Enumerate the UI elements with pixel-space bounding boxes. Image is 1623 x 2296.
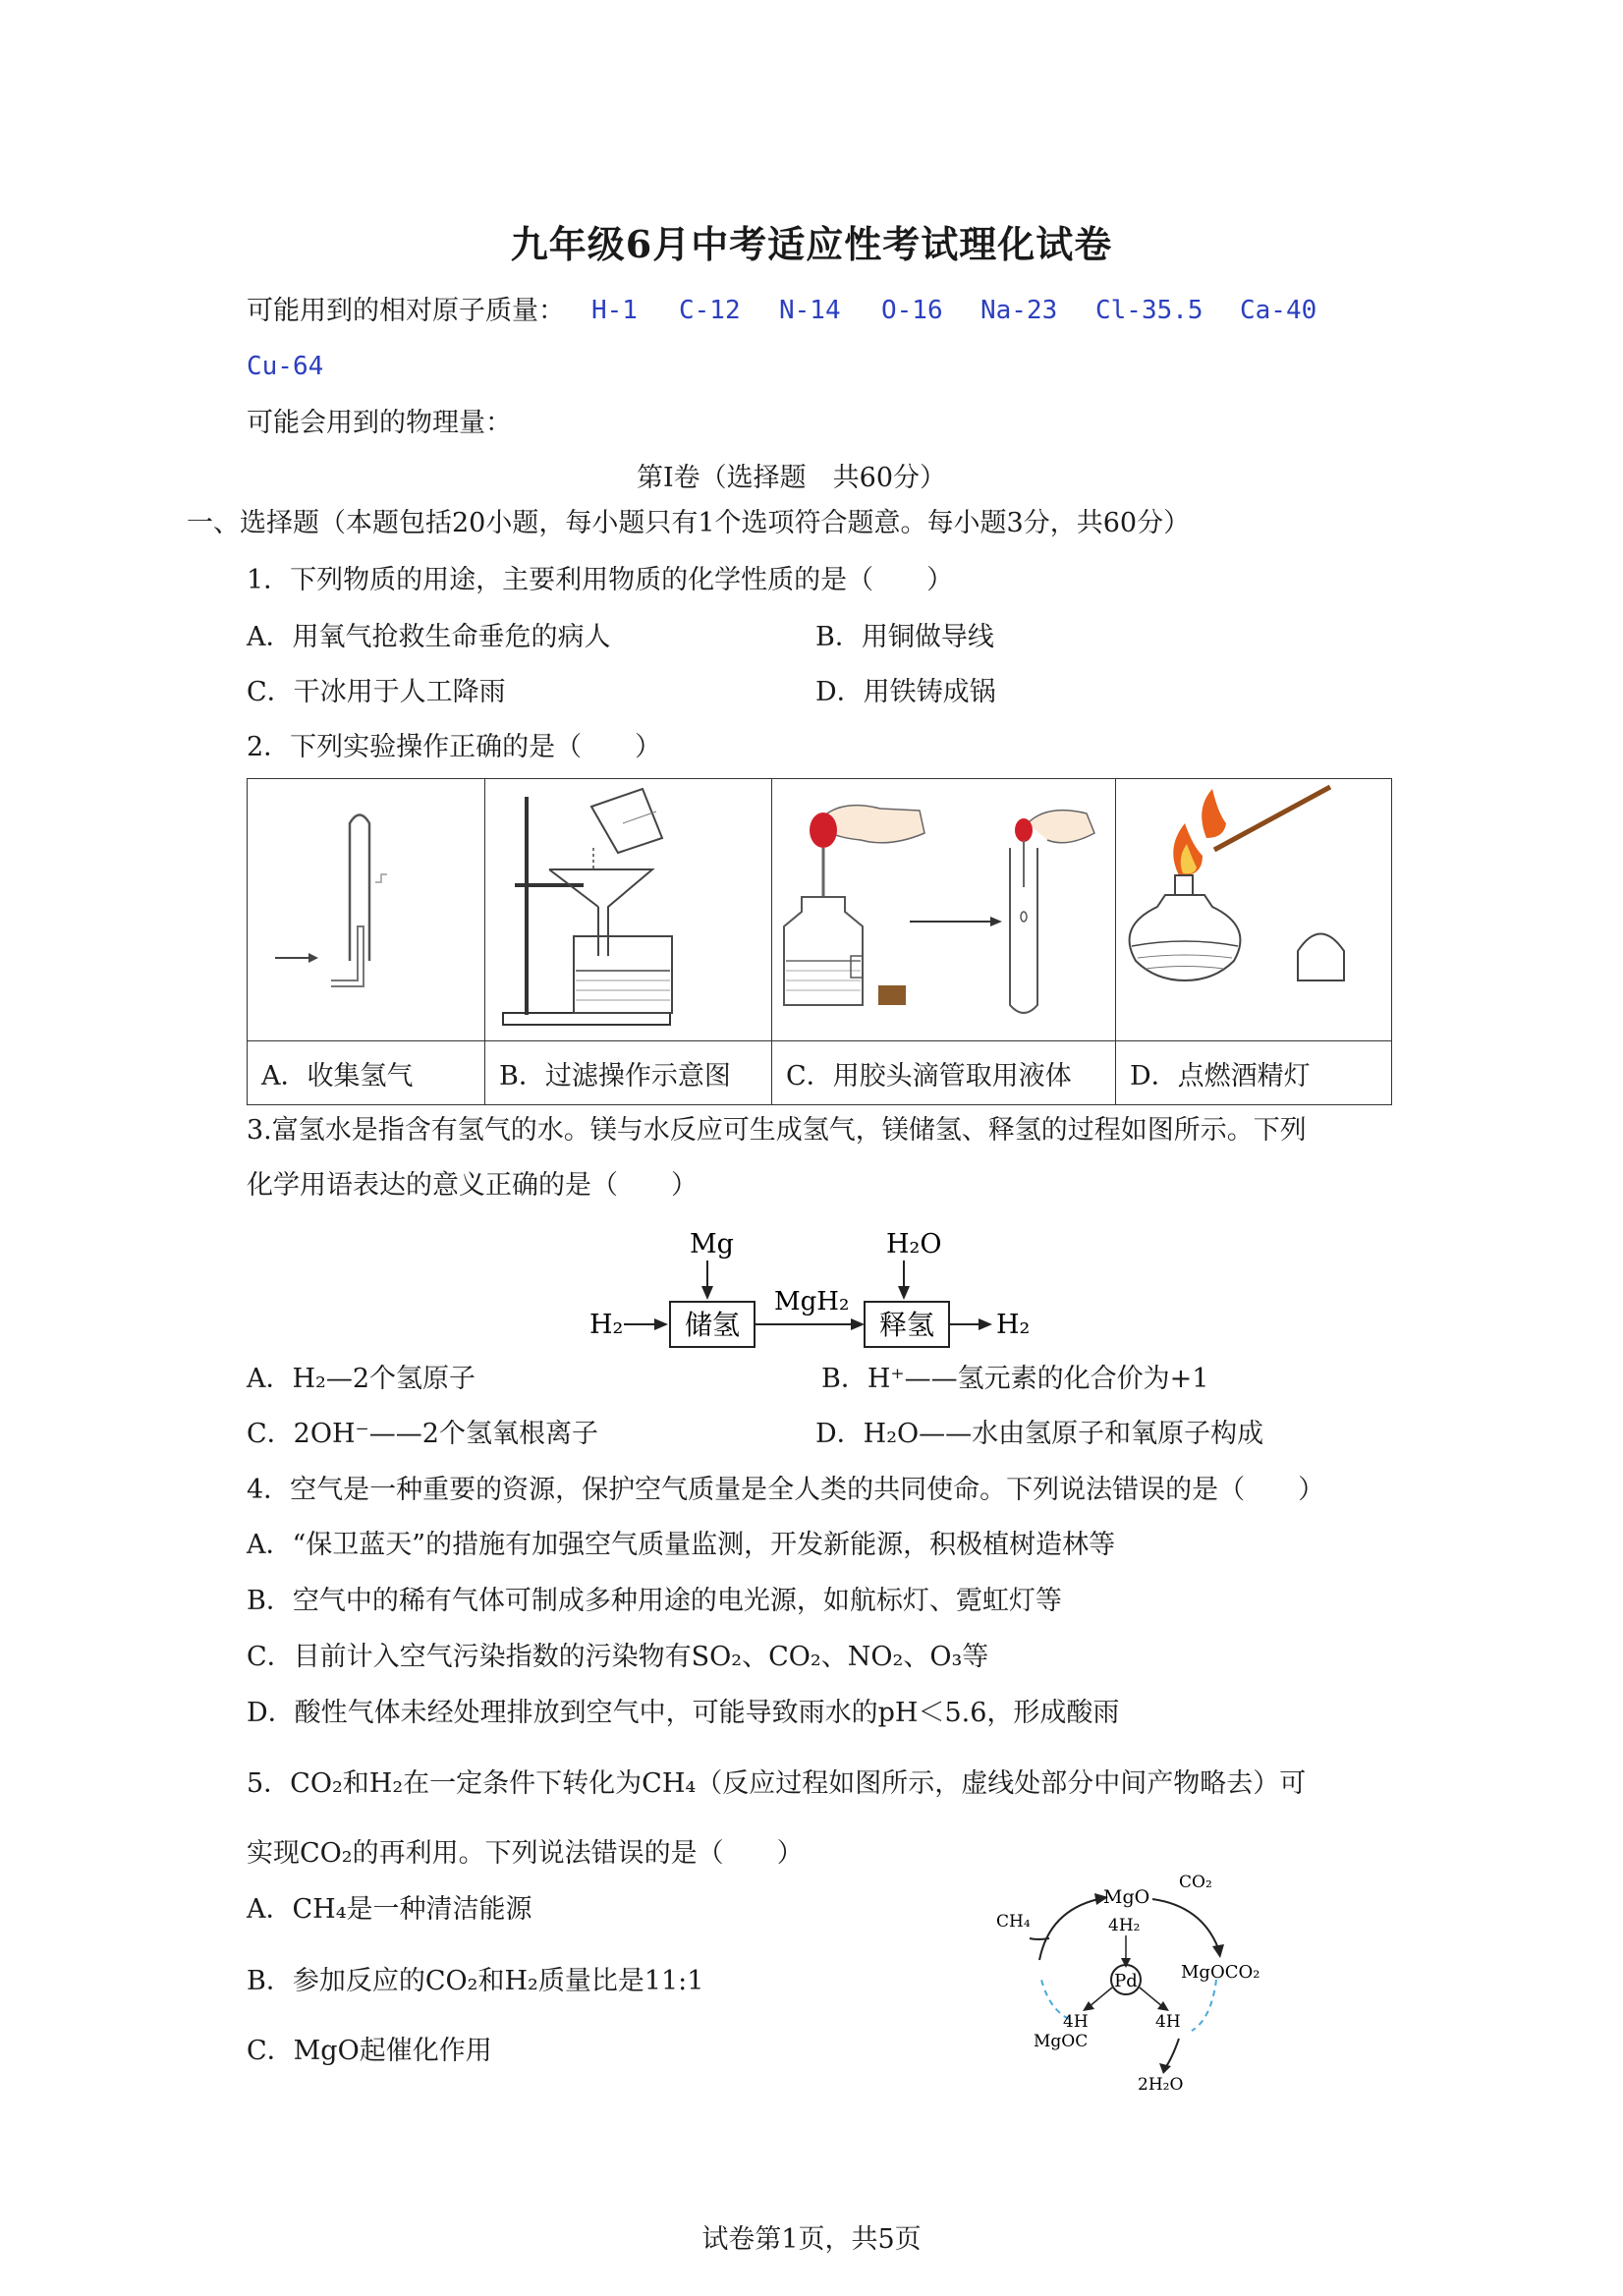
q3-diagram-mg: Mg [690,1229,734,1260]
q2-figure-b [485,779,772,1041]
q3-option-a: A．H₂—2个氢原子 [247,1364,476,1394]
q5-cycle-mgo: MgO [1103,1886,1150,1908]
atomic-mass-h: H-1 [591,296,638,325]
q2-caption-b: B．过滤操作示意图 [485,1041,772,1105]
q5-cycle-h-left: 4H [1063,2012,1089,2032]
atomic-mass-cu: Cu-64 [247,352,324,381]
q1-option-a: A．用氧气抢救生命垂危的病人 [247,622,611,652]
q4-option-b: B．空气中的稀有气体可制成多种用途的电光源，如航标灯、霓虹灯等 [247,1586,1062,1616]
section-title: 第Ⅰ卷（选择题 共60分） [637,463,947,493]
q3-option-d: D．H₂O——水由氢原子和氧原子构成 [815,1419,1264,1449]
q4-option-a: A．“保卫蓝天”的措施有加强空气质量监测，开发新能源，积极植树造林等 [247,1530,1116,1560]
q2-figure-a [248,779,485,1041]
q4-option-c: C．目前计入空气污染指数的污染物有SO₂、CO₂、NO₂、O₃等 [247,1642,989,1672]
q3-diagram-box-release: 释氢 [878,1309,935,1341]
q5-cycle-mgoco2: MgOCO₂ [1181,1962,1260,1983]
q5-reaction-cycle-diagram [990,1862,1275,2098]
q5-option-a: A．CH₄是一种清洁能源 [247,1894,532,1925]
q3-option-c-text: ——2个氢氧根离子 [368,1419,598,1449]
q5-option-b: B．参加反应的CO₂和H₂质量比是11:1 [247,1966,704,1996]
q3-option-b: B．H⁺——氢元素的化合价为+1 [821,1364,1209,1394]
q3-hydrogen-storage-diagram [580,1223,1071,1351]
q5-stem-line1: 5．CO₂和H₂在一定条件下转化为CH₄（反应过程如图所示，虚线处部分中间产物略去）可 [247,1768,1307,1799]
filtration-figure [485,779,771,1036]
q3-option-a-formula: H₂ [292,1364,326,1394]
atomic-mass-cl: Cl-35.5 [1095,296,1203,325]
q1-stem: 1．下列物质的用途，主要利用物质的化学性质的是（ ） [247,565,954,595]
page-footer: 试卷第1页，共5页 [701,2224,922,2255]
q5-cycle-pd: Pd [1114,1971,1138,1991]
dropper-figure [772,779,1115,1036]
q5-cycle-h2: 4H₂ [1108,1916,1141,1935]
q3-option-c: C．2OH⁻——2个氢氧根离子 [247,1419,598,1449]
q3-option-d-formula: H₂O [863,1419,920,1449]
atomic-mass-o: O-16 [881,296,943,325]
q3-option-d-text: ——水由氢原子和氧原子构成 [919,1419,1264,1449]
q3-diagram-h2o: H₂O [886,1229,942,1260]
q2-caption-d: D．点燃酒精灯 [1116,1041,1392,1105]
q5-cycle-ch4: CH₄ [996,1912,1031,1932]
q3-diagram-h2-out: H₂ [996,1310,1031,1340]
q4-option-d: D．酸性气体未经处理排放到空气中，可能导致雨水的pH＜5.6，形成酸雨 [247,1698,1120,1728]
alcohol-lamp-figure [1116,779,1391,1036]
q4-stem: 4．空气是一种重要的资源，保护空气质量是全人类的共同使命。下列说法错误的是（ ） [247,1475,1325,1505]
atomic-mass-label: 可能用到的相对原子质量： [247,296,565,326]
part-one-heading: 一、选择题（本题包括20小题，每小题只有1个选项符合题意。每小题3分，共60分） [187,508,1191,538]
q2-caption-a: A．收集氢气 [248,1041,485,1105]
hydrogen-collection-figure [248,779,484,1036]
q5-stem-line2: 实现CO₂的再利用。下列说法错误的是（ ） [247,1838,804,1869]
physics-label: 可能会用到的物理量： [247,408,512,438]
q3-diagram-box-store: 储氢 [684,1309,741,1341]
q5-cycle-h-right: 4H [1155,2012,1181,2032]
q1-option-c: C．干冰用于人工降雨 [247,677,506,707]
atomic-mass-ca: Ca-40 [1240,296,1317,325]
q5-option-c: C．MgO起催化作用 [247,2036,492,2066]
q3-diagram-mgh2: MgH₂ [774,1287,850,1316]
q1-option-b: B．用铜做导线 [815,622,994,652]
q5-cycle-h2o: 2H₂O [1138,2075,1184,2095]
q5-cycle-mgoc: MgOC [1034,2032,1089,2051]
q5-cycle-co2: CO₂ [1179,1873,1212,1892]
q2-caption-c: C．用胶头滴管取用液体 [772,1041,1116,1105]
q3-diagram-h2-in: H₂ [589,1310,624,1340]
q3-option-c-formula: 2OH⁻ [293,1419,369,1449]
q3-option-a-text: —2个氢原子 [325,1364,476,1394]
atomic-mass-na: Na-23 [980,296,1058,325]
q2-stem: 2．下列实验操作正确的是（ ） [247,732,662,762]
q2-options-table [247,778,1392,1105]
page-title: 九年级6月中考适应性考试理化试卷 [510,222,1113,266]
atomic-mass-n: N-14 [779,296,841,325]
q3-option-b-formula: H⁺ [867,1364,905,1394]
q2-figure-c [772,779,1116,1041]
q1-option-d: D．用铁铸成锅 [815,677,996,707]
q3-option-b-text: ——氢元素的化合价为+1 [904,1364,1209,1394]
q2-figure-d [1116,779,1392,1041]
q3-stem-line2: 化学用语表达的意义正确的是（ ） [247,1170,698,1201]
q3-stem-line1: 3.富氢水是指含有氢气的水。镁与水反应可生成氢气，镁储氢、释氢的过程如图所示。下列 [247,1115,1307,1146]
atomic-mass-c: C-12 [679,296,741,325]
